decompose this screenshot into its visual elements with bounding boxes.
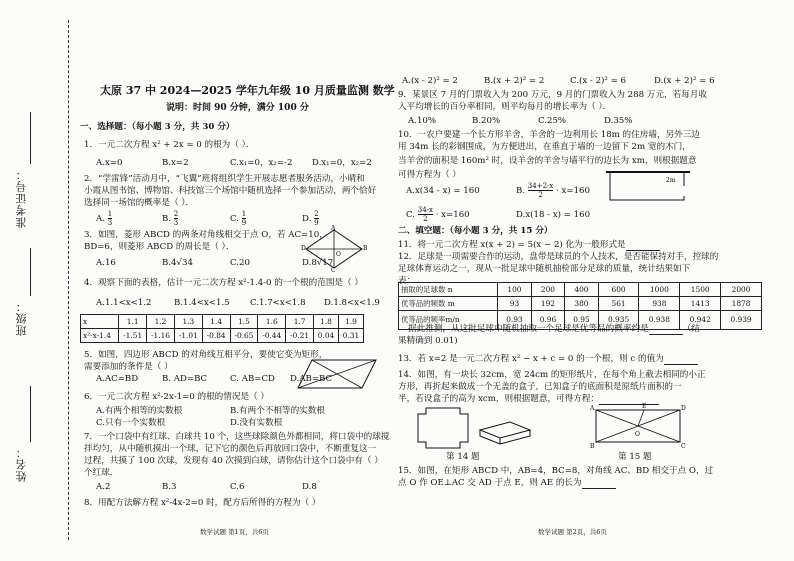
q8-option-d[interactable]: D.(x + 2)² = 6 [654,76,715,86]
q12-cell: 100 [498,283,531,297]
q4-cell: 1.5 [230,315,258,329]
q4-cell: 1.9 [338,315,363,329]
q12-stem-line2: 足球体育运动之一，现从一批足球中随机抽检部分足球的质量，统计结果如下 [398,264,691,274]
q12-stem-line3: 表： [398,276,416,286]
q12-cell: 200 [531,283,564,297]
q1-option-d[interactable]: D.x₁=0，x₂=2 [312,158,372,168]
class-label: 班级： [15,300,28,336]
q4-cell: x [81,315,119,329]
q3-stem-line2: BD=6，则菱形 ABCD 的周长是（ ）． [84,242,235,252]
q12-cell: 优等品的频率m/n [399,311,498,330]
seal-line [68,20,69,540]
q10-option-d[interactable]: D.x(18 - x) = 160 [516,210,591,220]
q11-answer-blank[interactable] [626,242,660,251]
q1-stem: 1．一元二次方程 x² + 2x = 0 的根为（ ）． [84,140,255,150]
q5-option-b[interactable]: B. AD=BC [162,374,208,384]
q12-cell: 0.938 [639,311,680,330]
q12-cell: 优等品的频数 m [399,297,498,311]
q14-figure-caption: 第 14 题 [446,452,480,462]
q12-cell: 93 [498,297,531,311]
q4-cell: 0.04 [314,329,339,343]
left-column [80,0,395,561]
q12-cell: 抽取的足球数 n [399,283,498,297]
q15-label-e: E [642,403,647,410]
q12-cell: 1413 [680,297,721,311]
q12-cell: 561 [598,297,639,311]
right-page-footer: 数学试题 第2页，共6页 [538,528,607,536]
class-blank [30,248,31,296]
q12-cell: 0.95 [565,311,598,330]
q12-cell: 2000 [721,283,762,297]
q4-cell: -1.51 [119,329,147,343]
section-choice-heading: 一、选择题：（每小题 3 分，共 30 分） [80,122,235,132]
q7-option-a[interactable]: A.2 [96,482,111,492]
q12-cell: 0.96 [531,311,564,330]
q5-option-d[interactable]: D.AB=BC [290,374,333,384]
exam-number-label: 准考证号： [15,168,28,228]
q4-cell: 1.2 [147,315,175,329]
q12-cell: 0.93 [498,311,531,330]
q5-stem-line2: 需要添加的条件是（ ） [84,362,173,372]
section-fill-heading: 二、填空题：（每小题 3 分，共 15 分） [398,226,553,236]
q4-cell: 1.1 [119,315,147,329]
q8-option-c[interactable]: C.(x - 2)² = 6 [570,76,626,86]
q9-option-c[interactable]: C.25% [538,116,567,126]
q4-option-d[interactable]: D.1.8<x<1.9 [324,298,380,308]
q4-cell: -0.21 [286,329,314,343]
q3-option-b[interactable]: B.4√34 [162,258,193,268]
q8-option-a[interactable]: A.(x - 2)² = 2 [402,76,458,86]
q4-option-c[interactable]: C.1.7<x<1.8 [250,298,306,308]
q10-stem-line1: 10．一农户要建一个长方形羊舍，羊舍的一边利用长 18m 的住房墙，另外三边 [398,130,700,140]
q3-label-o: O [336,251,341,258]
q4-cell: -0.44 [258,329,286,343]
q4-stem: 4．观察下面的表格，估计一元二次方程 x²-1.4-0 的一个根的范围是（ ） [84,278,363,288]
q12-cell: 600 [598,283,639,297]
q1-option-c[interactable]: C.x₁=0，x₂=-2 [230,158,293,168]
right-column [398,0,784,561]
q15-stem-line1: 15．如图，在矩形 ABCD 中，AB=4，BC=8，对角线 AC、BD 相交于点 O，过 [398,466,714,476]
q6-option-a[interactable]: A.有两个相等的实数根 [96,406,183,416]
q2-stem-line3: 选择同一场馆的概率是（ ）． [84,198,195,208]
q10-option-c[interactable]: C. $\frac{34-x}{2}$ · x=160 [406,206,470,223]
q7-option-d[interactable]: D.8 [302,482,317,492]
q10-door-label: 2m [666,177,676,184]
q14-stem-line3: 半，若设盒子的高为 xcm，则根据题意，可得方程： [398,394,659,405]
table-row [399,283,762,297]
q13-answer-blank[interactable] [664,356,698,365]
q11-stem: 11．将一元二次方程 x(x + 2) = 5(x − 2) 化为一般形式是 [398,240,660,251]
q4-option-a[interactable]: A.1.1<x<1.2 [96,298,152,308]
q15-label-a: A [590,405,595,412]
q6-stem: 6．一元二次方程 x²-2x-1=0 的根的情况是（ ） [84,392,269,402]
q12-question-line1: 据此推测，从这批足球中随机抽取一个足球是优等品的概率约是 （结 [408,324,700,334]
q14-figure [414,406,534,450]
q15-label-c: C [681,443,686,450]
q4-cell: 1.8 [314,315,339,329]
exam-number-blank [30,112,31,164]
q12-table [398,282,762,330]
q12-question-line2: 果精确到 0.01) [398,336,458,346]
q12-cell: 0.939 [721,311,762,330]
q10-stem-line4: 可得方程为（ ） [398,170,461,180]
q4-cell: -1.16 [147,329,175,343]
q12-cell: 192 [531,297,564,311]
q12-cell: 0.935 [598,311,639,330]
q2-option-c[interactable]: C. $\frac{1}{9}$ [230,210,247,227]
exam-instructions: 说明：时间 90 分钟，满分 100 分 [166,103,309,113]
name-blank [30,386,31,442]
q10-stem-line2: 用 34m 长的彩钢围成，为方便进出，在垂直于墙的一边留下 2m 宽的木门， [398,142,691,152]
q4-cell: 1.4 [202,315,230,329]
table-row [81,315,364,329]
q12-cell: 938 [639,297,680,311]
q2-option-b[interactable]: B. $\frac{2}{3}$ [162,210,179,227]
q5-option-a[interactable]: A.AC=BD [96,374,139,384]
left-page-footer: 数学试题 第1页，共6页 [200,528,269,536]
q4-cell: -1.01 [174,329,202,343]
q2-stem-line2: 小霞从图书馆、博物馆、科技馆三个场馆中随机选择一个参加活动，两个恰好 [84,186,377,196]
q12-stem-line1: 12．足球是一项需要合作的运动，盘带是球员的个人技术，是否能保持对手，控球的 [398,252,719,262]
q4-cell: 1.3 [174,315,202,329]
q7-stem-line2: 拌均匀，从中随机摸出一个球，记下它的颜色后再放回口袋中，不断重复这一 [84,444,377,454]
q14-stem-line2: 方形，再折起来做成一个无盖的盒子，已知盒子的底面积是原纸片面积的一 [398,382,682,392]
q9-option-b[interactable]: B.20% [472,116,501,126]
q12-cell: 0.942 [680,311,721,330]
q4-cell: 0.31 [338,329,363,343]
q5-option-c[interactable]: C. AB=CD [230,374,275,384]
q9-stem-line2: 入平均增长的百分率相同，则平均每月的增长率为（ ）． [398,102,612,112]
q15-stem-line2: 点 O 作 OE⊥AC 交 AD 于点 E，则 AE 的长为 [398,478,616,489]
q15-label-o: O [635,431,640,438]
q3-label-a: A [331,225,336,232]
q2-option-a[interactable]: A. $\frac{1}{3}$ [96,210,113,227]
exam-title: 太原 37 中 2024—2025 学年九年级 10 月质量监测 数学 [100,84,395,97]
q7-stem-line3: 过程，共摸了 100 次球，发现有 40 次摸到白球，请你估计这个口袋中有（ ） [84,456,383,466]
q4-cell: -0.84 [202,329,230,343]
q9-option-a[interactable]: A.10% [408,116,437,126]
table-row [399,297,762,311]
q15-label-d: D [681,405,686,412]
q2-stem-line1: 2．“学雷锋”活动月中，“飞翼”班将组织学生开展志愿者服务活动，小晴和 [84,174,365,184]
q3-option-d[interactable]: D.8√17 [302,258,334,268]
q14-stem-line1: 14．如图，有一块长 32cm，宽 24cm 的矩形纸片，在每个角上截去相同的小正 [398,370,706,380]
q12-cell: 1500 [680,283,721,297]
q4-cell: x²-x-1.4 [81,329,119,343]
q4-table [80,314,364,343]
q9-option-d[interactable]: D.35% [604,116,633,126]
q4-cell: 1.6 [258,315,286,329]
q15-label-b: B [590,443,595,450]
q7-stem-line1: 7．一个口袋中有红球、白球共 10 个，这些球除颜色外都相同，将口袋中的球搅 [84,432,390,442]
q4-cell: -0.65 [230,329,258,343]
q3-option-c[interactable]: C.20 [230,258,250,268]
q12-cell: 380 [565,297,598,311]
q15-answer-blank[interactable] [582,480,616,489]
q1-option-b[interactable]: B.x=2 [162,158,189,168]
binding-strip [0,0,78,561]
q3-stem-line1: 3．如图，菱形 ABCD 的两条对角线相交于点 O，若 AC=10， [84,230,328,240]
q4-option-b[interactable]: B.1.4<x<1.5 [174,298,230,308]
q2-option-d[interactable]: D. $\frac{2}{9}$ [302,210,319,227]
table-row [81,329,364,343]
q6-option-c[interactable]: C.只有一个实数根 [96,418,166,428]
q15-rectangle-figure [588,402,688,450]
q10-option-a[interactable]: A.x(34 - x) = 160 [406,186,480,196]
name-label: 姓名： [15,446,28,482]
q3-option-a[interactable]: A.16 [96,258,116,268]
q4-cell: 1.7 [286,315,314,329]
q10-option-b[interactable]: B. $\frac{34+2-x}{2}$ · x=160 [516,182,590,199]
q12-answer-blank[interactable] [649,326,683,335]
q12-cell: 400 [565,283,598,297]
q5-stem-line1: 5．如图，四边形 ABCD 的对角线互相平分，要使它变为矩形， [84,350,328,360]
q12-cell: 1000 [639,283,680,297]
q6-option-b[interactable]: B.有两个不相等的实数根 [230,406,325,416]
q10-stem-line3: 当羊舍的面积是 160m² 时，设羊舍的羊舍与墙平行的边长为 xm，则根据题意 [398,156,697,166]
q8-option-b[interactable]: B.(x + 2)² = 2 [484,76,545,86]
q7-option-b[interactable]: B.3 [162,482,177,492]
q15-figure-caption: 第 15 题 [618,452,652,462]
q12-cell: 1878 [721,297,762,311]
q8-stem: 8．用配方法解方程 x²-4x-2=0 时，配方后所得的方程为（ ） [84,498,321,508]
q7-stem-line4: 个红球． [84,468,119,478]
q7-option-c[interactable]: C.6 [230,482,245,492]
q1-option-a[interactable]: A.x=0 [96,158,123,168]
q9-stem-line1: 9．某景区 7 月的门票收入为 200 万元，9 月的门票收入为 288 万元，若每月收 [398,90,707,100]
q3-label-b: B [363,245,368,252]
q6-option-d[interactable]: D.没有实数根 [230,418,283,428]
q13-stem: 13．若 x=2 是一元二次方程 x² − x + c = 0 的一个根，则 c 的值为 [398,354,698,365]
q10-pen-figure [604,166,692,206]
q3-label-d: D [301,245,306,252]
q3-label-c: C [331,267,336,274]
